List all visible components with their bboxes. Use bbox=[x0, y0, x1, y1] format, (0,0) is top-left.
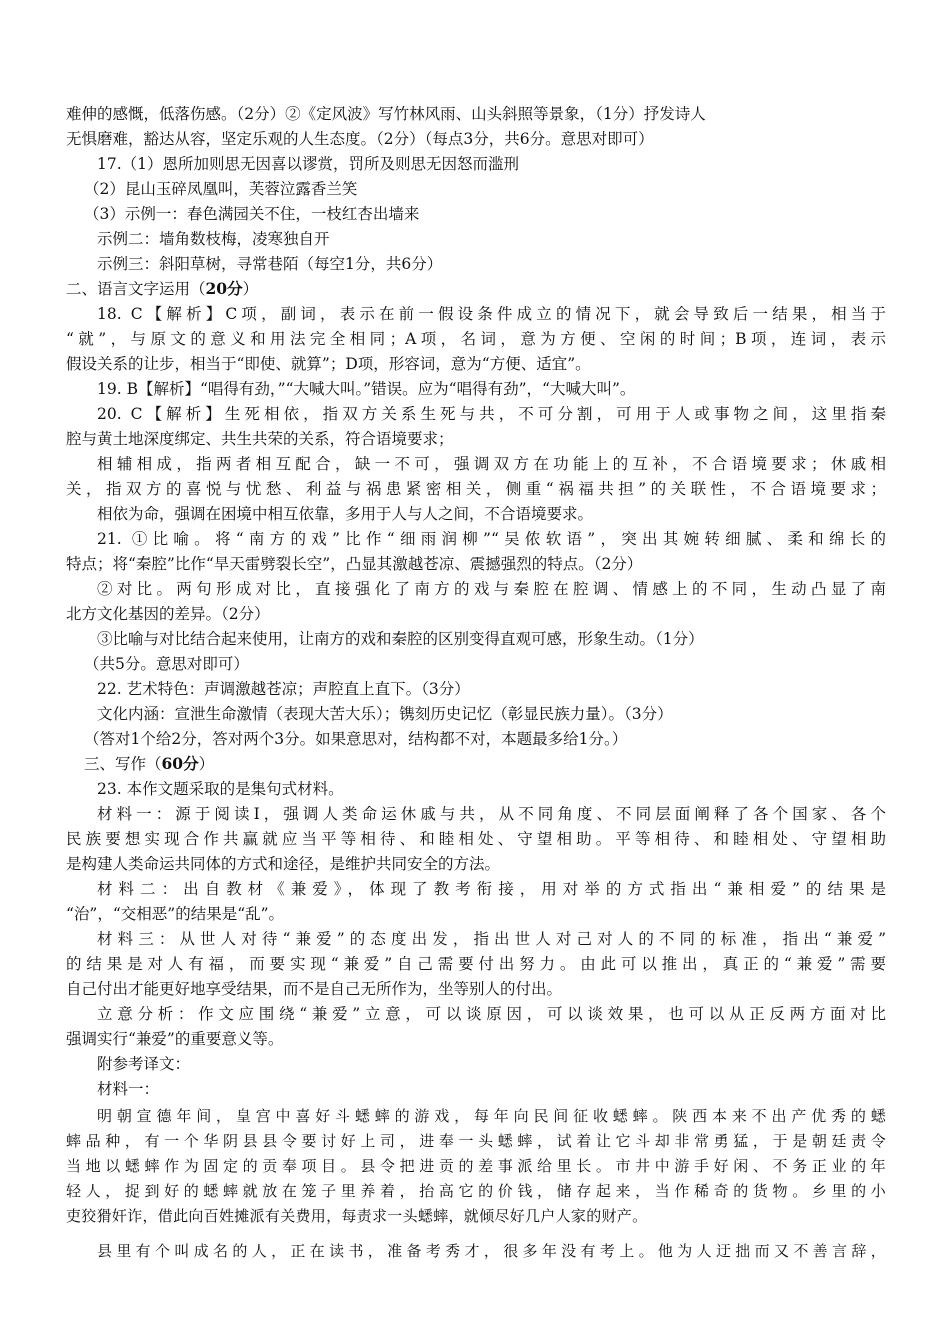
text-line: （2）昆山玉碎凤凰叫，芙蓉泣露香兰笑 bbox=[84, 180, 358, 198]
text-line: “就”，与原文的意义和用法完全相同；A项，名词，意为方便、空闲的时间；B项，连词，表示 bbox=[66, 330, 886, 348]
text-line: ②对比。两句形成对比，直接强化了南方的戏与秦腔在腔调、情感上的不同，生动凸显了南 bbox=[97, 580, 886, 598]
text-line: 18. C【解析】C项，副词，表示在前一假设条件成立的情况下，就会导致后一结果，相当于 bbox=[97, 305, 886, 323]
text-line: 相依为命，强调在困境中相互依靠，多用于人与人之间，不合语境要求。 bbox=[97, 505, 594, 523]
text-line: 19. B【解析】“唱得有劲，”“大喊大叫。”错误。应为“唱得有劲”，“大喊大叫”。 bbox=[97, 380, 636, 398]
text-line: 材料三：从世人对待“兼爱”的态度出发，指出世人对己对人的不同的标准，指出“兼爱” bbox=[97, 930, 886, 948]
text-line: （3）示例一：春色满园关不住，一枝红杏出墙来 bbox=[84, 205, 420, 223]
text-line: 相辅相成，指两者相互配合，缺一不可，强调双方在功能上的互补，不合语境要求；休戚相 bbox=[97, 455, 886, 473]
text-line: 22. 艺术特色：声调激越苍凉；声腔直上直下。（3分） bbox=[97, 680, 470, 698]
text-line: “治”，“交相恶”的结果是“乱”。 bbox=[66, 905, 285, 923]
section-heading: 三、写作（60分） bbox=[84, 754, 215, 773]
text-line: （共5分。意思对即可） bbox=[84, 655, 249, 673]
text-line: 难伸的感慨，低落伤感。（2分）②《定风波》写竹林风雨、山头斜照等景象，（1分）抒发诗人 bbox=[66, 105, 706, 123]
text-line: 强调实行“兼爱”的重要意义等。 bbox=[66, 1030, 284, 1048]
text-line: 民族要想实现合作共赢就应当平等相待、和睦相处、守望相助。平等相待、和睦相处、守望相助 bbox=[66, 830, 886, 848]
text-line: 20. C【解析】生死相依，指双方关系生死与共，不可分割，可用于人或事物之间，这里指秦 bbox=[97, 405, 886, 423]
text-line: 特点；将“秦腔”比作“旱天雷劈裂长空”，凸显其激越苍凉、震撼强烈的特点。（2分） bbox=[66, 555, 643, 573]
translation-line: 吏狡猾奸诈，借此向百姓摊派有关费用，每责求一头蟋蟀，就倾尽好几户人家的财产。 bbox=[66, 1207, 648, 1225]
translation-line: 当地以蟋蟀作为固定的贡奉项目。县令把进贡的差事派给里长。市井中游手好闲、不务正业的年 bbox=[66, 1157, 886, 1175]
translation-line: 轻人，捉到好的蟋蟀就放在笼子里养着，抬高它的价钱，储存起来，当作稀奇的货物。乡里的小 bbox=[66, 1182, 886, 1200]
text-line: ③比喻与对比结合起来使用，让南方的戏和秦腔的区别变得直观可感，形象生动。（1分） bbox=[97, 630, 704, 648]
text-line: 腔与黄土地深度绑定、共生共荣的关系，符合语境要求； bbox=[66, 430, 454, 448]
text-line: 无惧磨难，豁达从容，坚定乐观的人生态度。（2分）（每点3分，共6分。意思对即可） bbox=[66, 130, 654, 148]
text-line: 文化内涵：宣泄生命激情（表现大苦大乐）；镌刻历史记忆（彰显民族力量）。（3分） bbox=[97, 705, 673, 723]
text-line: 示例三：斜阳草树，寻常巷陌（每空1分，共6分） bbox=[97, 255, 443, 273]
text-line: 假设关系的让步，相当于“即使、就算”；D项，形容词，意为“方便、适宜”。 bbox=[66, 355, 591, 373]
text-line: 材料二：出自教材《兼爱》，体现了教考衔接，用对举的方式指出“兼相爱”的结果是 bbox=[97, 880, 886, 898]
text-line: 北方文化基因的差异。（2分） bbox=[66, 605, 270, 623]
translation-line: 明朝宣德年间，皇宫中喜好斗蟋蟀的游戏，每年向民间征收蟋蟀。陕西本来不出产优秀的蟋 bbox=[97, 1107, 886, 1125]
text-line: 示例二：墙角数枝梅，凌寒独自开 bbox=[97, 230, 330, 248]
text-line: 材料一：源于阅读I，强调人类命运休戚与共，从不同角度、不同层面阐释了各个国家、各个 bbox=[97, 805, 886, 823]
text-line: 附参考译文： bbox=[97, 1055, 191, 1073]
text-line: 23. 本作文题采取的是集句式材料。 bbox=[97, 780, 344, 798]
translation-line: 县里有个叫成名的人，正在读书，准备考秀才，很多年没有考上。他为人迂拙而又不善言辞， bbox=[97, 1242, 886, 1260]
text-line: 21. ①比喻。将“南方的戏”比作“细雨润柳”“吴侬软语”，突出其婉转细腻、柔和绵长的 bbox=[97, 530, 886, 548]
text-line: 关，指双方的喜悦与忧愁、利益与祸患紧密相关，侧重“祸福共担”的关联性，不合语境要求； bbox=[66, 480, 886, 498]
translation-line: 蟀品种，有一个华阴县县令要讨好上司，进奉一头蟋蟀，试着让它斗却非常勇猛，于是朝廷责令 bbox=[66, 1132, 886, 1150]
section-heading: 二、语言文字运用（20分） bbox=[66, 279, 259, 298]
text-line: 是构建人类命运共同体的方式和途径，是维护共同安全的方法。 bbox=[66, 855, 501, 873]
text-line: 的结果是对人有福，而要实现“兼爱”自己需要付出努力。由此可以推出，真正的“兼爱”需要 bbox=[66, 955, 886, 973]
text-line: （答对1个给2分，答对两个3分。如果意思对，结构都不对，本题最多给1分。） bbox=[84, 730, 628, 748]
text-line: 自己付出才能更好地享受结果，而不是自己无所作为，坐等别人的付出。 bbox=[66, 980, 563, 998]
text-line: 立意分析：作文应围绕“兼爱”立意，可以谈原因，可以谈效果，也可以从正反两方面对比 bbox=[97, 1005, 886, 1023]
text-line: 材料一： bbox=[97, 1080, 160, 1098]
text-line: 17.（1）恩所加则思无因喜以谬赏，罚所及则思无因怒而滥刑 bbox=[97, 155, 520, 173]
